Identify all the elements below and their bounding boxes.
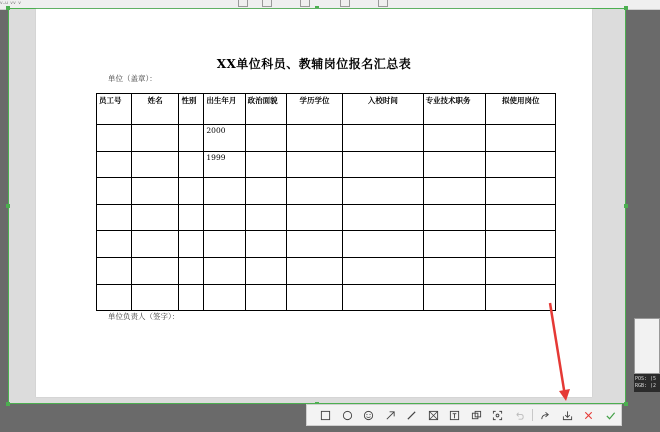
table-cell — [486, 125, 556, 152]
toolbar-divider — [532, 409, 533, 421]
table-cell — [423, 204, 486, 231]
table-cell — [131, 231, 179, 258]
ellipse-tool[interactable] — [337, 405, 359, 425]
table-cell — [204, 257, 245, 284]
toolbar-fragment-icon[interactable] — [262, 0, 272, 7]
resize-handle[interactable] — [624, 6, 628, 10]
header-cell: 出生年月 — [204, 94, 245, 125]
pen-icon — [406, 410, 417, 421]
table-cell — [245, 257, 286, 284]
table-cell — [423, 125, 486, 152]
screenshot-toolbar — [306, 404, 622, 426]
header-cell: 性别 — [179, 94, 204, 125]
table-cell — [286, 284, 342, 311]
toolbar-fragment-icon[interactable] — [340, 0, 350, 7]
table-cell — [343, 284, 423, 311]
emoji-icon — [363, 410, 374, 421]
table-cell — [97, 204, 132, 231]
table-cell — [423, 257, 486, 284]
top-strip-text: ᵥ.ᵤ ᵥᵥ ᵥ — [0, 0, 22, 6]
table-cell — [204, 284, 245, 311]
table-cell — [179, 257, 204, 284]
table-row — [97, 178, 556, 205]
table-cell — [486, 204, 556, 231]
table-cell — [286, 204, 342, 231]
table-cell — [204, 204, 245, 231]
circle-icon — [342, 410, 353, 421]
table-cell — [97, 125, 132, 152]
table-cell — [179, 125, 204, 152]
share-icon — [540, 410, 551, 421]
table-cell — [245, 204, 286, 231]
capture-region[interactable] — [8, 8, 626, 404]
table-cell — [97, 151, 132, 178]
header-cell: 入校时间 — [343, 94, 423, 125]
save-tool[interactable] — [556, 405, 578, 425]
table-cell: 1999 — [204, 151, 245, 178]
table-row — [97, 257, 556, 284]
header-cell: 姓名 — [131, 94, 179, 125]
table-cell — [245, 151, 286, 178]
table-cell — [343, 125, 423, 152]
undo-icon — [514, 410, 525, 421]
unit-stamp-label: 单位（盖章）： — [108, 74, 157, 83]
magnifier-panel — [634, 318, 660, 392]
header-cell: 员工号 — [97, 94, 132, 125]
table-cell — [179, 204, 204, 231]
table-cell — [245, 231, 286, 258]
mosaic-tool[interactable] — [423, 405, 445, 425]
table-cell — [286, 125, 342, 152]
table-cell — [179, 178, 204, 205]
share-tool[interactable] — [535, 405, 557, 425]
table-header-row — [97, 94, 556, 125]
table-cell — [131, 151, 179, 178]
table-cell — [97, 284, 132, 311]
pin-tool[interactable] — [466, 405, 488, 425]
rectangle-tool[interactable] — [315, 405, 337, 425]
table-cell — [97, 178, 132, 205]
table-cell — [343, 151, 423, 178]
pos-readout: POS: (5 — [635, 376, 657, 382]
table-cell — [97, 231, 132, 258]
table-cell — [245, 125, 286, 152]
header-cell: 拟使用岗位 — [486, 94, 556, 125]
table-cell — [245, 178, 286, 205]
table-cell — [423, 284, 486, 311]
header-cell: 学历学位 — [286, 94, 342, 125]
table-cell — [131, 178, 179, 205]
toolbar-fragment-icon[interactable] — [378, 0, 388, 7]
ocr-tool[interactable] — [487, 405, 509, 425]
header-cell: 政治面貌 — [245, 94, 286, 125]
table-row — [97, 151, 556, 178]
mosaic-icon — [428, 410, 439, 421]
document-page — [36, 9, 592, 397]
table-cell — [286, 178, 342, 205]
close-icon — [583, 410, 594, 421]
table-row — [97, 231, 556, 258]
table-cell — [179, 151, 204, 178]
download-icon — [562, 410, 573, 421]
table-cell — [343, 204, 423, 231]
table-cell — [343, 231, 423, 258]
resize-handle[interactable] — [6, 6, 10, 10]
toolbar-fragment-icon[interactable] — [238, 0, 248, 7]
table-row — [97, 204, 556, 231]
text-tool[interactable] — [444, 405, 466, 425]
resize-handle[interactable] — [6, 402, 10, 406]
resize-handle[interactable] — [624, 402, 628, 406]
table-cell — [423, 231, 486, 258]
responsible-signature-label: 单位负责人（签字）： — [108, 312, 180, 321]
table-cell — [423, 178, 486, 205]
table-cell — [423, 151, 486, 178]
registration-table — [96, 93, 556, 311]
table-cell: 2000 — [204, 125, 245, 152]
table-row — [97, 125, 556, 152]
table-cell — [97, 257, 132, 284]
confirm-tool[interactable] — [599, 405, 621, 425]
table-cell — [245, 284, 286, 311]
cancel-tool[interactable] — [578, 405, 600, 425]
arrow-tool[interactable] — [380, 405, 402, 425]
header-cell: 专业技术职务 — [423, 94, 486, 125]
table-cell — [179, 284, 204, 311]
rectangle-icon — [320, 410, 331, 421]
table-cell — [486, 284, 556, 311]
emoji-tool[interactable] — [358, 405, 380, 425]
table-cell — [486, 151, 556, 178]
pin-icon — [471, 410, 482, 421]
table-cell — [486, 178, 556, 205]
undo-tool[interactable] — [509, 405, 531, 425]
table-cell — [343, 257, 423, 284]
table-cell — [486, 257, 556, 284]
table-cell — [131, 257, 179, 284]
pen-tool[interactable] — [401, 405, 423, 425]
table-cell — [343, 178, 423, 205]
table-cell — [286, 231, 342, 258]
toolbar-fragment-icon[interactable] — [300, 0, 310, 7]
text-icon — [449, 410, 460, 421]
table-cell — [131, 204, 179, 231]
table-row — [97, 284, 556, 311]
scan-icon — [492, 410, 503, 421]
resize-handle[interactable] — [624, 204, 628, 208]
table-cell — [179, 231, 204, 258]
rgb-readout: RGB: (2 — [635, 383, 657, 389]
table-cell — [204, 231, 245, 258]
magnifier-preview — [634, 318, 660, 374]
table-cell — [204, 178, 245, 205]
arrow-icon — [385, 410, 396, 421]
resize-handle[interactable] — [6, 204, 10, 208]
table-cell — [286, 151, 342, 178]
table-cell — [131, 284, 179, 311]
document-title: XX单位科员、教辅岗位报名汇总表 — [216, 57, 412, 71]
table-cell — [131, 125, 179, 152]
table-cell — [486, 231, 556, 258]
check-icon — [605, 410, 616, 421]
table-cell — [286, 257, 342, 284]
